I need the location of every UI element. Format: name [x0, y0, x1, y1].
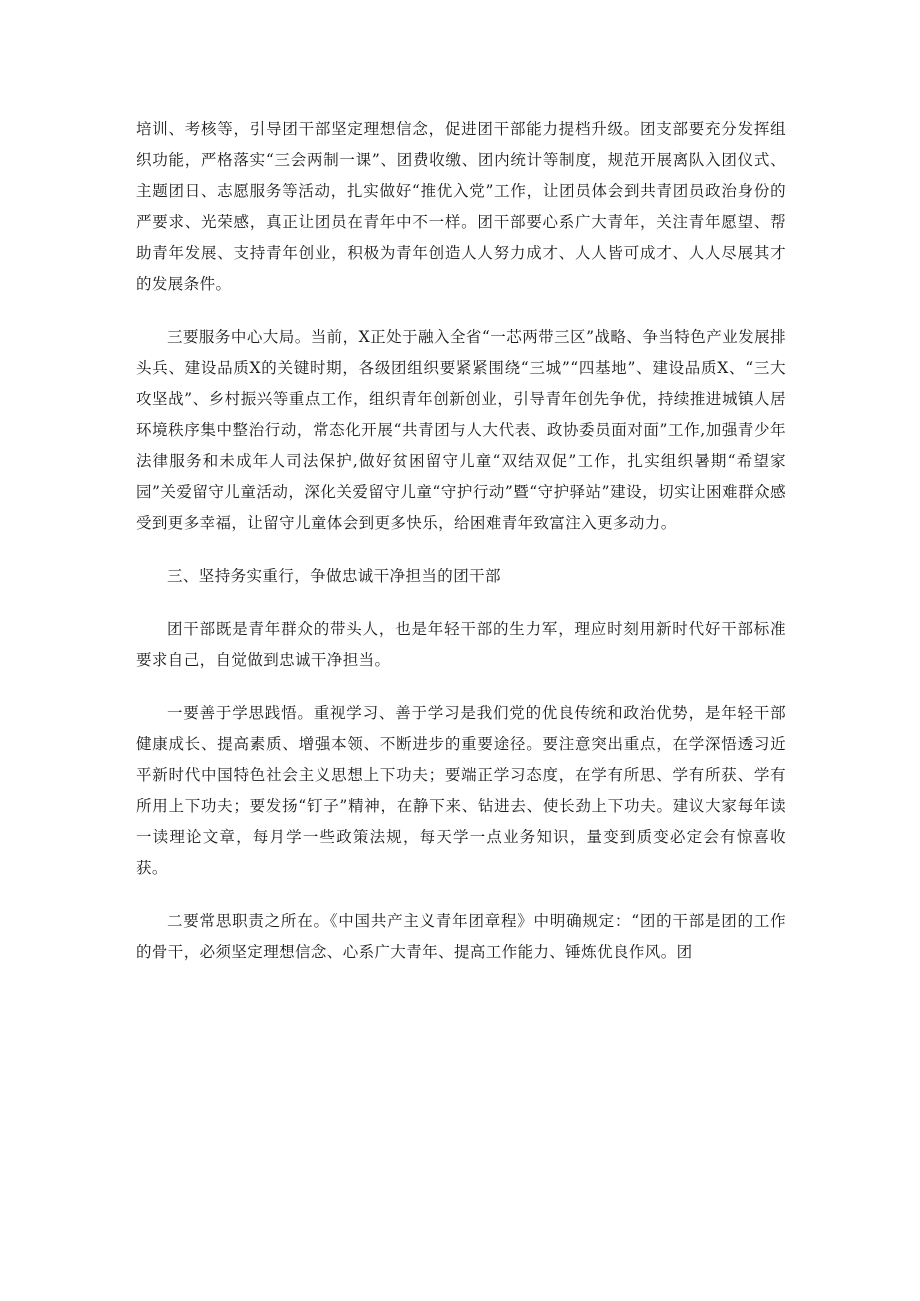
paragraph-study: 一要善于学思践悟。重视学习、善于学习是我们党的优良传统和政治优势，是年轻干部健康成长、提高素质、增强本领、不断进步的重要途径。要注意突出重点，在学深悟透习近平新时代中国特色社会主义思想上下功夫；要端正学习态度，在学有所思、学有所获、学有所用上下功夫；要发扬“钉子”精神，在静下来、钻进去、使长劲上下功夫。建议大家每年读一读理论文章，每月学一些政策法规，每天学一点业务知识，量变到质变必定会有惊喜收获。 [136, 704, 786, 877]
document-page [136, 114, 786, 990]
paragraph-duties: 二要常思职责之所在。《中国共产主义青年团章程》中明确规定：“团的干部是团的工作的骨干，必须坚定理想信念、心系广大青年、提高工作能力、锤炼优良作风。团 [136, 912, 786, 961]
section-heading-three: 三、坚持务实重行，争做忠诚干净担当的团干部 [167, 567, 501, 585]
paragraph-cadre-intro: 团干部既是青年群众的带头人，也是年轻干部的生力军，理应时刻用新时代好干部标准要求自己，自觉做到忠诚干净担当。 [136, 620, 786, 669]
paragraph-training: 培训、考核等，引导团干部坚定理想信念，促进团干部能力提档升级。团支部要充分发挥组织功能，严格落实“三会两制一课”、团费收缴、团内统计等制度，规范开展离队入团仪式、主题团日、志愿服务等活动，扎实做好“推优入党”工作，让团员体会到共青团员政治身份的严要求、光荣感，真正让团员在青年中不一样。团干部要心系广大青年，关注青年愿望、帮助青年发展、支持青年创业，积极为青年创造人人努力成才、人人皆可成才、人人尽展其才的发展条件。 [136, 120, 786, 293]
paragraph-serve-center: 三要服务中心大局。当前，X正处于融入全省“一芯两带三区”战略、争当特色产业发展排头兵、建设品质X的关键时期，各级团组织要紧紧围绕“三城”“四基地”、建设品质X、“三大攻坚战”、乡村振兴等重点工作，组织青年创新创业，引导青年创先争优，持续推进城镇人居环境秩序集中整治行动，常态化开展“共青团与人大代表、政协委员面对面”工作,加强青少年法律服务和未成年人司法保护,做好贫困留守儿童“双结双促”工作，扎实组织暑期“希望家园”关爱留守儿童活动，深化关爱留守儿童“守护行动”暨“守护驿站”建设，切实让困难群众感受到更多幸福，让留守儿童体会到更多快乐，给困难青年致富注入更多动力。 [136, 328, 786, 532]
